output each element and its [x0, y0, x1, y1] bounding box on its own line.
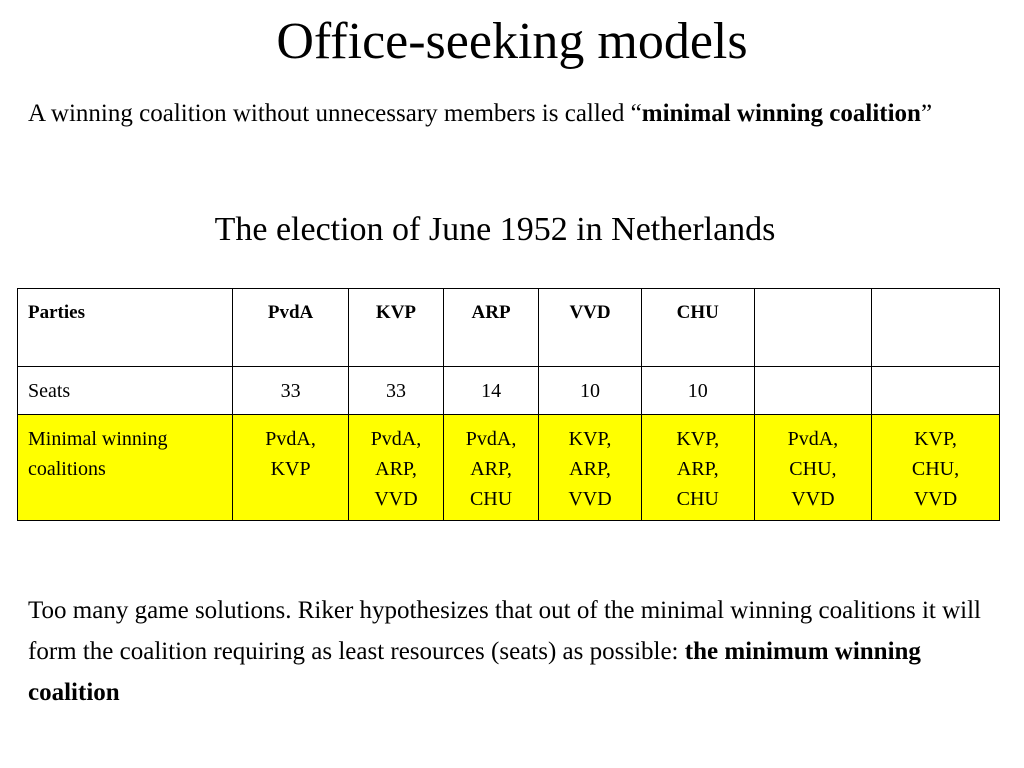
coalition-party: KVP,: [914, 428, 957, 450]
seats-label: Seats: [18, 367, 233, 415]
coalition-party: ARP,: [375, 458, 417, 480]
conclusion-bold-term: the minimum winning coalition: [28, 638, 921, 706]
page-title: Office-seeking models: [276, 13, 748, 70]
seats-cell: 14: [443, 367, 539, 415]
header-cell: VVD: [539, 289, 641, 367]
coalition-party: ARP,: [569, 458, 611, 480]
header-cell: [872, 289, 1000, 367]
intro-bold-term: minimal winning coalition: [641, 100, 921, 127]
coalition-cell: [349, 415, 444, 521]
coalition-party: PvdA,: [465, 428, 517, 450]
coalition-cell: [443, 415, 539, 521]
coalition-party: CHU: [676, 488, 719, 510]
coalition-table: [17, 288, 1000, 521]
intro-paragraph: [28, 96, 998, 131]
coalition-party: PvdA,: [787, 428, 839, 450]
table-row-minimal-winning-coalitions: [18, 415, 1000, 521]
header-cell: PvdA: [232, 289, 348, 367]
coalition-party: PvdA,: [265, 428, 316, 450]
header-cell: [754, 289, 871, 367]
coalition-cell: [232, 415, 348, 521]
seats-cell: 33: [232, 367, 348, 415]
seats-cell: [872, 367, 1000, 415]
mwc-label: Minimal winning coalitions: [18, 415, 233, 521]
coalition-party: KVP,: [568, 428, 612, 450]
coalition-party: VVD: [568, 488, 612, 510]
coalition-party: ARP,: [470, 458, 512, 480]
coalition-cell: [754, 415, 871, 521]
header-cell: CHU: [641, 289, 754, 367]
coalition-party: PvdA,: [370, 428, 422, 450]
coalition-party: CHU,: [911, 458, 960, 480]
intro-text: A winning coalition without unnecessary members is called “: [28, 100, 642, 127]
coalition-party: VVD: [913, 488, 958, 510]
coalition-party: ARP,: [676, 458, 719, 480]
seats-cell: [754, 367, 871, 415]
header-cell: ARP: [443, 289, 539, 367]
header-cell: KVP: [349, 289, 444, 367]
seats-cell: 33: [349, 367, 444, 415]
coalition-party: KVP: [270, 458, 311, 480]
coalition-party: KVP,: [676, 428, 720, 450]
coalition-party: VVD: [791, 488, 835, 510]
table-caption: The election of June 1952 in Netherlands: [214, 211, 776, 248]
seats-cell: 10: [539, 367, 641, 415]
conclusion-text: Too many game solutions. Riker hypothesizes that out of the minimal winning coalitions it will form the coalition requiring as least resources (seats) as possible:: [28, 597, 981, 665]
coalition-cell: [539, 415, 641, 521]
intro-close-quote: ”: [920, 100, 933, 127]
coalition-party: CHU,: [789, 458, 837, 480]
coalition-cell: [641, 415, 754, 521]
seats-cell: 10: [641, 367, 754, 415]
conclusion-paragraph: [28, 590, 1003, 713]
header-cell: Parties: [18, 289, 233, 367]
coalition-party: VVD: [374, 488, 418, 510]
coalition-party: CHU: [469, 488, 513, 510]
coalition-cell: [872, 415, 1000, 521]
table-header-row: [18, 289, 1000, 367]
table-row-seats: [18, 367, 1000, 415]
